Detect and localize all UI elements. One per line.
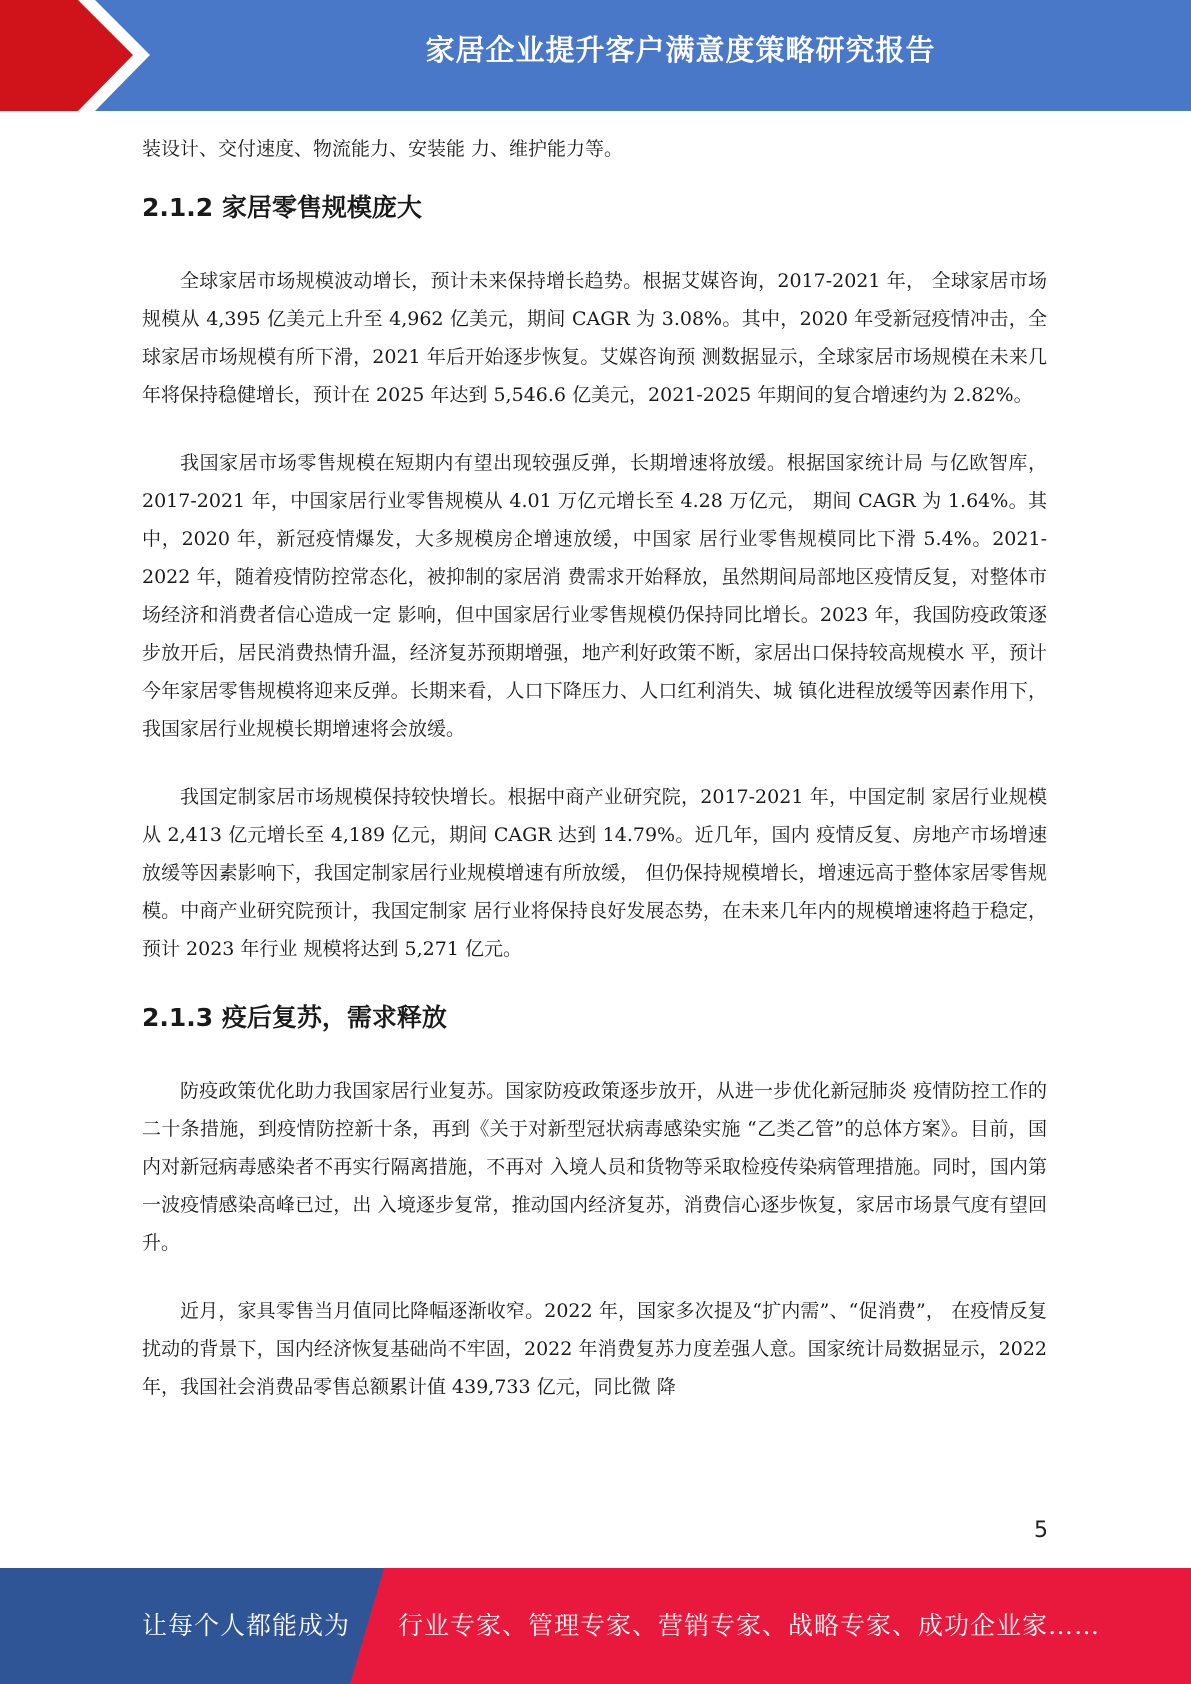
- page-number: 5: [1034, 1518, 1048, 1543]
- paragraph: 防疫政策优化助力我国家居行业复苏。国家防疫政策逐步放开，从进一步优化新冠肺炎 疫情防控工作的二十条措施，到疫情防控新十条，再到《关于对新型冠状病毒感染实施 “乙类乙管”的总体方案》。目前，国内对新冠病毒感染者不再实行隔离措施，不再对 入境人员和货物等采取检疫传染病管理措施。同时，国内第一波疫情感染高峰已过，出 入境逐步复常，推动国内经济复苏，消费信心逐步恢复，家居市场景气度有望回升。: [142, 1080, 1047, 1254]
- intro-text: 装设计、交付速度、物流能力、安装能 力、维护能力等。: [142, 138, 624, 160]
- paragraph: 我国家居市场零售规模在短期内有望出现较强反弹，长期增速将放缓。根据国家统计局 与亿欧智库，2017-2021 年，中国家居行业零售规模从 4.01 万亿元增长至 4.28 万亿元， 期间 CAGR 为 1.64%。其中，2020 年，新冠疫情爆发，大多规模房企增速放缓，中国家 居行业零售规模同比下滑 5.4%。2021-2022 年，随着疫情防控常态化，被抑制的家居消 费需求开始释放，虽然期间局部地区疫情反复，对整体市场经济和消费者信心造成一定 影响，但中国家居行业零售规模仍保持同比增长。2023 年，我国防疫政策逐步放开后，居民消费热情升温，经济复苏预期增强，地产利好政策不断，家居出口保持较高规模水 平，预计今年家居零售规模将迎来反弹。长期来看，人口下降压力、人口红利消失、城 镇化进程放缓等因素作用下，我国家居行业规模长期增速将会放缓。: [142, 452, 1047, 740]
- paragraph: 全球家居市场规模波动增长，预计未来保持增长趋势。根据艾媒咨询，2017-2021 年， 全球家居市场规模从 4,395 亿美元上升至 4,962 亿美元，期间 CAGR 为 3.08%。其中，2020 年受新冠疫情冲击，全球家居市场规模有所下滑，2021 年后开始逐步恢复。艾媒咨询预 测数据显示，全球家居市场规模在未来几年将保持稳健增长，预计在 2025 年达到 5,546.6 亿美元，2021-2025 年期间的复合增速约为 2.82%。: [142, 270, 1047, 406]
- section-heading-2-1-3: 2.1.3 疫后复苏，需求释放: [142, 1003, 447, 1032]
- footer-slogan-left: 让每个人都能成为: [142, 1611, 351, 1640]
- page-footer: [0, 1568, 1191, 1684]
- report-title: 家居企业提升客户满意度策略研究报告: [425, 33, 936, 67]
- paragraph: 近月，家具零售当月值同比降幅逐渐收窄。2022 年，国家多次提及“扩内需”、“促消费”， 在疫情反复扰动的背景下，国内经济恢复基础尚不牢固，2022 年消费复苏力度差强人意。国家统计局数据显示，2022 年，我国社会消费品零售总额累计值 439,733 亿元，同比微 降: [142, 1300, 1047, 1398]
- page-body: [142, 130, 1047, 1406]
- footer-slogan-right: 行业专家、管理专家、营销专家、战略专家、成功企业家……: [398, 1611, 1101, 1640]
- section-heading-2-1-2: 2.1.2 家居零售规模庞大: [142, 193, 422, 222]
- header-arrow-decoration: [0, 0, 160, 111]
- paragraph: 我国定制家居市场规模保持较快增长。根据中商产业研究院，2017-2021 年，中国定制 家居行业规模从 2,413 亿元增长至 4,189 亿元，期间 CAGR 达到 14.79%。近几年，国内 疫情反复、房地产市场增速放缓等因素影响下，我国定制家居行业规模增速有所放缓， 但仍保持规模增长，增速远高于整体家居零售规模。中商产业研究院预计，我国定制家 居行业将保持良好发展态势，在未来几年内的规模增速将趋于稳定，预计 2023 年行业 规模将达到 5,271 亿元。: [142, 786, 1047, 960]
- page-header: [0, 0, 1191, 111]
